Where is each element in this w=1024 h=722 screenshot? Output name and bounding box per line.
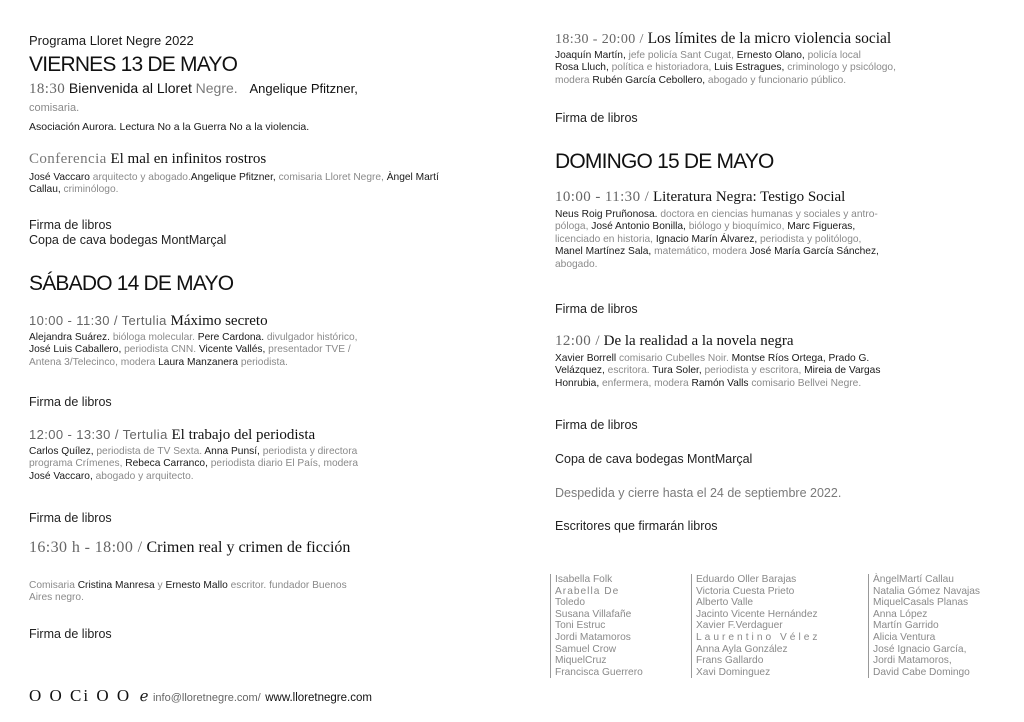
speaker-name: José María García Sánchez, (746, 246, 879, 258)
writer-name: David Cabe Domingo (873, 666, 970, 678)
speaker-role: escritor. fundador Buenos (227, 580, 347, 591)
saturday-event-2-speakers (29, 446, 459, 483)
writer-name: Frans Gallardo (696, 655, 764, 667)
speaker-role: jefe policía Sant Cugat, (625, 50, 734, 61)
speaker-name: Luis Estragues, (711, 62, 785, 74)
writers-column-2 (691, 574, 861, 678)
friday-heading: VIERNES 13 DE MAYO (29, 53, 238, 76)
speaker-role: policía local (804, 50, 861, 61)
event-time: 10:00 - 11:30 / Tertulia (29, 313, 167, 328)
saturday-event-3-speakers (29, 580, 459, 605)
friday-conference (29, 151, 266, 168)
speaker-role: divulgador histórico, (264, 332, 358, 343)
speaker-role: periodista CNN. (121, 344, 197, 356)
sunday-cava: Copa de cava bodegas MontMarçal (555, 452, 753, 466)
assoc-name: Asociación Aurora. (29, 121, 117, 133)
speaker-name: Àngel Martí Callau, (29, 172, 439, 196)
speaker-name: José Vaccaro (29, 172, 90, 183)
speaker-name: José Antonio Bonilla, (588, 221, 686, 233)
speaker-name: Rubén García Cebollero, (589, 74, 706, 86)
sunday-event-1 (555, 189, 845, 206)
footer (29, 686, 372, 706)
event-time: 18:30 - 20:00 / (555, 32, 644, 47)
writer-name: Arabella De (555, 585, 620, 597)
speaker-name: Cristina Manresa (74, 580, 155, 591)
writer-name: Laurentino Vélez (696, 631, 821, 643)
speaker-name: José Vaccaro, (29, 470, 93, 482)
footer-website[interactable]: www.lloretnegre.com (265, 692, 372, 704)
event-title: El trabajo del periodista (171, 427, 316, 443)
speaker-role: Aires negro. (29, 592, 84, 604)
speaker-name: Ernesto Mallo (162, 580, 228, 591)
speaker-role: Antena 3/Telecinco, modera (29, 356, 156, 368)
speaker-role: abogado. (555, 258, 598, 270)
speaker-role: periodista diario El País, modera (207, 458, 358, 470)
saturday-event-3 (29, 539, 350, 557)
speaker-role: periodista. (237, 356, 288, 368)
speaker-name: Vicente Vallés, (196, 344, 266, 356)
speaker-role: comisario Bellvei Negre. (748, 377, 862, 389)
speaker-role: comisaria Lloret Negre, (275, 172, 384, 183)
event-title-2: Negre. (195, 80, 238, 96)
speaker-role: arquitecto y abogado. (89, 172, 191, 183)
friday-book-signing-2: Firma de libros (555, 111, 638, 125)
sunday-event-2-speakers (555, 353, 1000, 390)
friday-cava: Copa de cava bodegas MontMarçal (29, 233, 227, 247)
speaker-role: Comisaria (29, 580, 75, 591)
writer-name: Eduardo Oller Barajas (696, 574, 797, 585)
event-title: Bienvenida al Lloret (68, 80, 192, 96)
speaker-name: Alejandra Suárez. (29, 332, 110, 343)
writers-heading: Escritores que firmarán libros (555, 519, 718, 533)
event-title: Literatura Negra: Testigo Social (652, 189, 846, 205)
speaker-name: Rebeca Carranco, (122, 458, 208, 470)
speaker-name: Angelique Pfitzner, (190, 172, 276, 183)
event-time: 18:30 (29, 81, 66, 97)
writer-name: Xavier F.Verdaguer (696, 620, 783, 632)
writer-name: Toni Estruc (555, 620, 606, 632)
speaker-role: política e historiadora, (608, 62, 712, 74)
writer-name: Jordi Matamoros, (873, 655, 952, 667)
speaker-role: biólogo y bioquímico, (685, 221, 785, 233)
program-intro: Programa Lloret Negre 2022 (29, 33, 194, 48)
speaker-role: doctora en ciencias humanas y sociales y antro- (657, 209, 878, 220)
speaker-role: programa Crímenes, (29, 458, 123, 470)
reading-title: No a la Guerra No a la violencia. (157, 121, 310, 133)
speaker-name: Rosa Lluch, (555, 62, 609, 74)
sunday-book-signing-1: Firma de libros (555, 302, 638, 316)
speaker-role: y (154, 580, 163, 591)
saturday-heading: SÁBADO 14 DE MAYO (29, 272, 234, 295)
writer-name: Jacinto Vicente Hernández (696, 608, 818, 620)
friday-book-signing: Firma de libros (29, 218, 112, 232)
friday-event-reading (29, 121, 309, 133)
event-time: 12:00 / (555, 333, 600, 349)
writer-name: Alicia Ventura (873, 631, 936, 643)
violence-speakers (555, 50, 1000, 87)
writer-name: Jordi Matamoros (555, 631, 631, 643)
speaker-name: Prado G. (825, 353, 870, 364)
conference-label: Conferencia (29, 151, 107, 167)
writer-name: Anna Ayla González (696, 643, 788, 655)
event-title: De la realidad a la novela negra (603, 333, 794, 349)
speaker-role: periodista de TV Sexta. (93, 446, 203, 457)
reading-label: Lectura (119, 121, 155, 133)
writer-name: José Ignacio García, (873, 643, 967, 655)
writer-name: MiquelCruz (555, 655, 607, 667)
event-title: Máximo secreto (170, 313, 268, 329)
sunday-book-signing-2: Firma de libros (555, 418, 638, 432)
writers-column-1 (550, 574, 680, 678)
sunday-heading: DOMINGO 15 DE MAYO (555, 150, 774, 173)
conference-speakers (29, 172, 459, 197)
speaker-name: José Luis Caballero, (29, 344, 122, 356)
writer-name: Alberto Valle (696, 597, 754, 609)
speaker-role: escritora. (604, 365, 650, 377)
speaker-name: Tura Soler, (649, 365, 702, 377)
friday-event-role: comisaria. (29, 102, 80, 114)
writer-name: Anna López (873, 608, 928, 620)
speaker-name: Xavier Borrell (555, 353, 617, 364)
sunday-event-1-speakers (555, 209, 1000, 271)
speaker-role: licenciado en historia, (555, 233, 653, 245)
speaker-role: bióloga molecular. (109, 332, 195, 343)
writer-name: Samuel Crow (555, 643, 617, 655)
speaker-role: póloga, (555, 221, 589, 233)
speaker-name: Laura Manzanera (155, 356, 238, 368)
speaker-role: enfermera, modera (599, 377, 689, 389)
saturday-event-1 (29, 313, 268, 330)
writer-name: Natalia Gómez Navajas (873, 585, 981, 597)
speaker-role: criminologo y psicólogo, (784, 62, 896, 74)
speaker-name: Honrubia, (555, 377, 600, 389)
writer-name: Xavi Dominguez (696, 666, 771, 678)
speaker-role: periodista y politólogo, (757, 233, 862, 245)
speaker-name: Ramón Valls (688, 377, 749, 389)
speaker-role: presentador TVE / (265, 344, 351, 356)
speaker-role: abogado y funcionario público. (705, 74, 847, 86)
saturday-event-2 (29, 427, 315, 444)
writer-name: Isabella Folk (555, 574, 613, 585)
speaker-role: matemático, modera (651, 246, 747, 258)
speaker-name: Carlos Quílez, (29, 446, 94, 457)
writer-name: MiquelCasals Planas (873, 597, 969, 609)
saturday-book-signing-1: Firma de libros (29, 395, 112, 409)
footer-email[interactable]: info@lloretnegre.com/ (152, 692, 261, 704)
speaker-name: Anna Punsí, (202, 446, 260, 457)
conference-title: El mal en infinitos rostros (110, 151, 267, 167)
speaker-name: Ernesto Olano, (733, 50, 805, 61)
speaker-name: Manel Martínez Sala, (555, 246, 652, 258)
speaker-name: Mireia de Vargas (801, 365, 881, 377)
speaker-role: modera (555, 74, 590, 86)
speaker-role: criminólogo. (60, 184, 119, 196)
speaker-name: Pere Cardona. (194, 332, 265, 343)
event-title: Los límites de la micro violencia social (647, 30, 892, 47)
writers-column-3 (868, 574, 1003, 678)
writer-name: Toledo (555, 597, 586, 609)
event-title: Crimen real y crimen de ficción (146, 539, 351, 556)
speaker-name: Marc Figueras, (784, 221, 856, 233)
writer-name: Victoria Cuesta Prieto (696, 585, 795, 597)
sunday-event-2 (555, 333, 794, 350)
saturday-book-signing-2: Firma de libros (29, 511, 112, 525)
speaker-name: Neus Roig Pruñonosa. (555, 209, 658, 220)
speaker-role: abogado y arquitecto. (92, 470, 194, 482)
email-icon: ℯ (139, 688, 149, 705)
speaker-name: Velázquez, (555, 365, 605, 377)
event-time: 12:00 - 13:30 / Tertulia (29, 427, 168, 442)
event-time: 10:00 - 11:30 / (555, 189, 650, 205)
writer-name: Martín Garrido (873, 620, 939, 632)
friday-event-welcome (29, 80, 459, 98)
event-time: 16:30 h - 18:00 / (29, 539, 143, 556)
friday-event-violence (555, 30, 1000, 48)
writer-name: Susana Villafañe (555, 608, 632, 620)
sponsor-logos: O O Ci O O (29, 686, 132, 705)
saturday-event-1-speakers (29, 332, 459, 369)
speaker-name: Ignacio Marín Álvarez, (652, 233, 758, 245)
closing-note: Despedida y cierre hasta el 24 de septiembre 2022. (555, 486, 842, 500)
speaker-role: periodista y escritora, (701, 365, 802, 377)
speaker-name: Montse Ríos Ortega, (728, 353, 826, 364)
speaker-name: Joaquín Martín, (555, 50, 626, 61)
event-person: Angelique Pfitzner, (249, 81, 358, 96)
saturday-book-signing-3: Firma de libros (29, 627, 112, 641)
writer-name: ÀngelMartí Callau (873, 574, 954, 585)
speaker-role: comisario Cubelles Noir. (616, 353, 729, 364)
writer-name: Francisca Guerrero (555, 666, 643, 678)
speaker-role: periodista y directora (259, 446, 358, 457)
